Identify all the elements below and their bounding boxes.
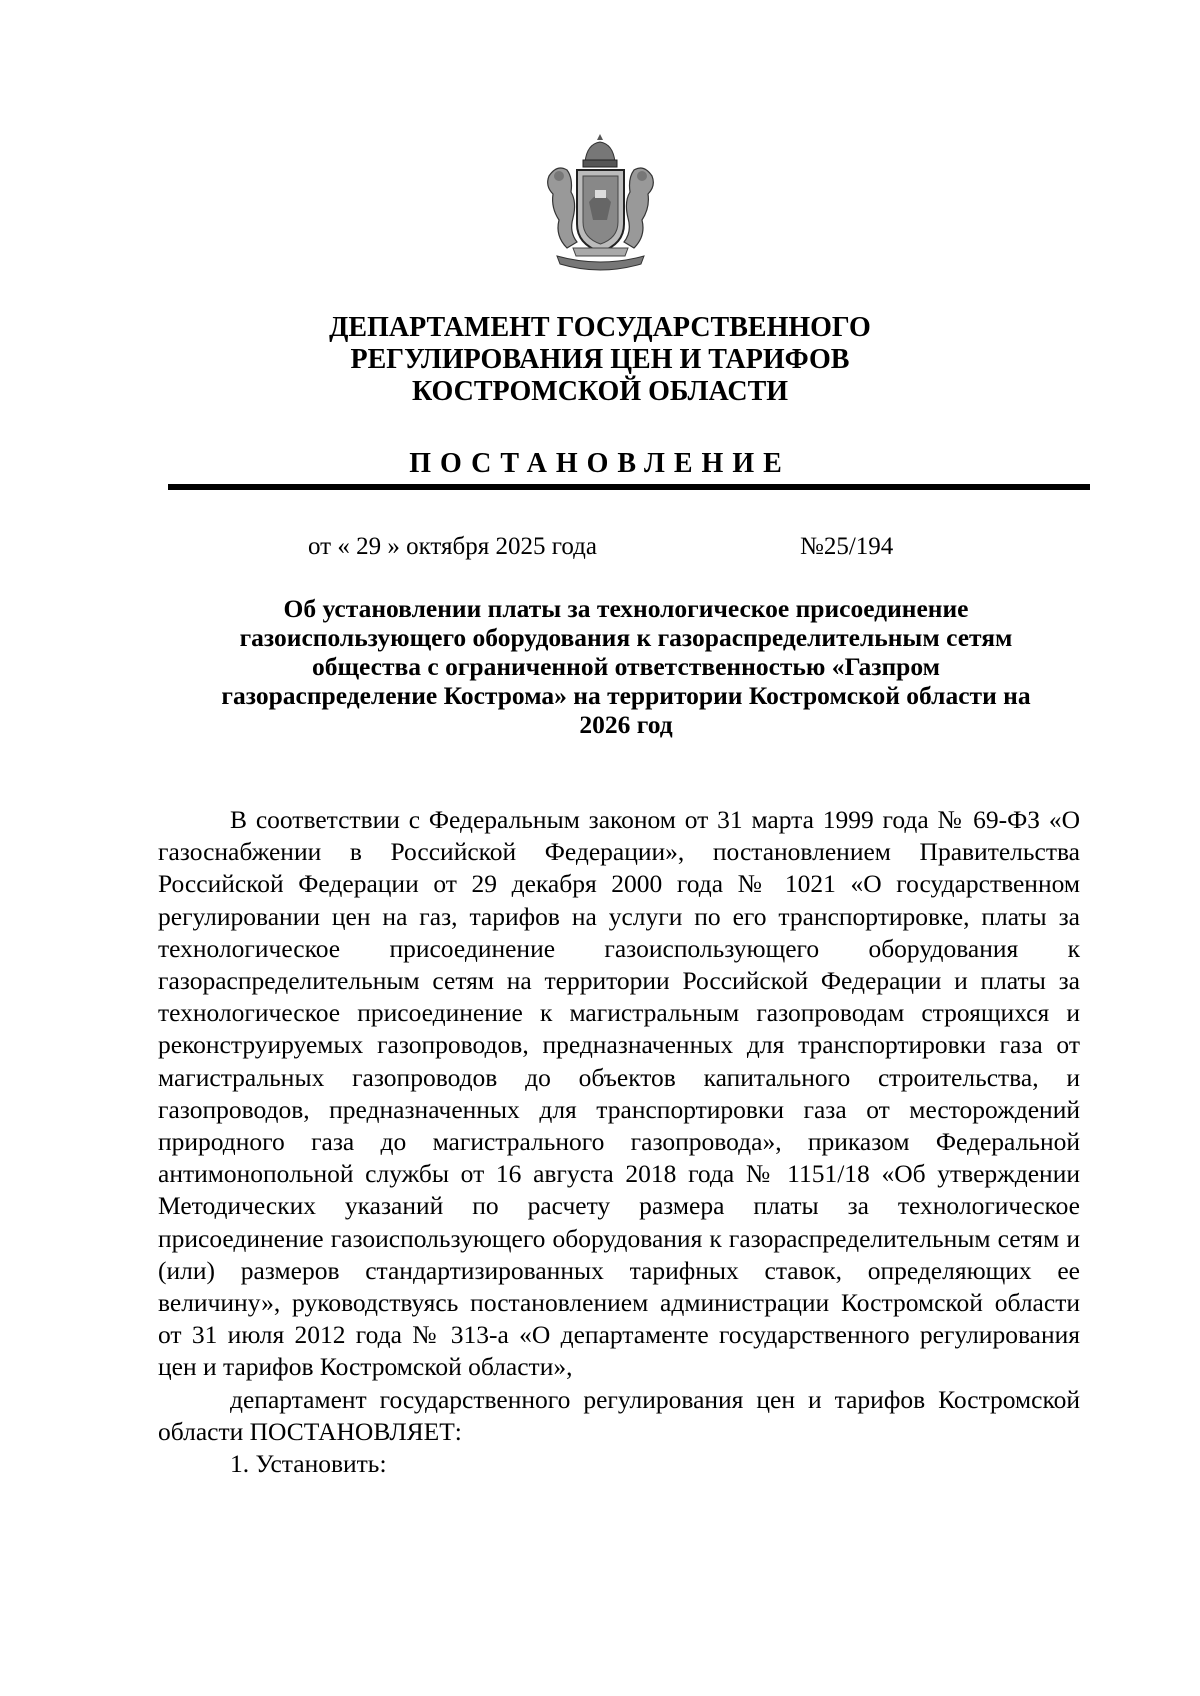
- document-date: от « 29 » октября 2025 года: [308, 533, 597, 560]
- department-header: [0, 312, 1200, 408]
- document-title: [160, 594, 1092, 739]
- document-type-heading: ПОСТАНОВЛЕНИЕ: [409, 448, 791, 479]
- title-line-3: общества с ограниченной ответственностью «Газпром: [312, 652, 940, 681]
- coat-of-arms-emblem-icon: [543, 132, 658, 280]
- document-number: №25/194: [800, 533, 894, 560]
- department-line-1: ДЕПАРТАМЕНТ ГОСУДАРСТВЕННОГО: [329, 312, 871, 343]
- body-paragraph-preamble: В соответствии с Федеральным законом от 31 марта 1999 года № 69-ФЗ «О газоснабжении в Российской Федерации», постановлением Правительства Российской Федерации от 29 декабря 2000 года № 1021 «О государственном регулировании цен на газ, тарифов на услуги по его транспортировке, платы за технологическое присоединение газоиспользующего оборудования к газораспределительным сетям на территории Российской Федерации и платы за технологическое присоединение к магистральным газопроводам строящихся и реконструируемых газопроводов, предназначенных для транспортировки газа от магистральных газопроводов до объектов капитального строительства, и газопроводов, предназначенных для транспортировки газа от месторождений природного газа до магистрального газопровода», приказом Федеральной антимонопольной службы от 16 августа 2018 года № 1151/18 «Об утверждении Методических указаний по расчету размера платы за технологическое присоединение газоиспользующего оборудования к газораспределительным сетям и (или) размеров стандартизированных тарифных ставок, определяющих ее величину», руководствуясь постановлением администрации Костромской области от 31 июля 2012 года № 313-а «О департаменте государственного регулирования цен и тарифов Костромской области»,: [158, 805, 1080, 1382]
- title-line-5: 2026 год: [579, 710, 673, 739]
- header-divider: [168, 484, 1090, 490]
- title-line-4: газораспределение Кострома» на территории Костромской области на: [221, 681, 1031, 710]
- body-paragraph-resolution: департамент государственного регулирования цен и тарифов Костромской области ПОСТАНОВЛЯЕТ:: [158, 1384, 1080, 1446]
- document-body: [158, 804, 1080, 1480]
- department-line-2: РЕГУЛИРОВАНИЯ ЦЕН И ТАРИФОВ: [350, 344, 850, 375]
- body-paragraph-item-1: 1. Установить:: [230, 1449, 387, 1479]
- department-line-3: КОСТРОМСКОЙ ОБЛАСТИ: [411, 376, 789, 407]
- title-line-2: газоиспользующего оборудования к газораспределительным сетям: [239, 623, 1013, 652]
- title-line-1: Об установлении платы за технологическое присоединение: [283, 594, 969, 623]
